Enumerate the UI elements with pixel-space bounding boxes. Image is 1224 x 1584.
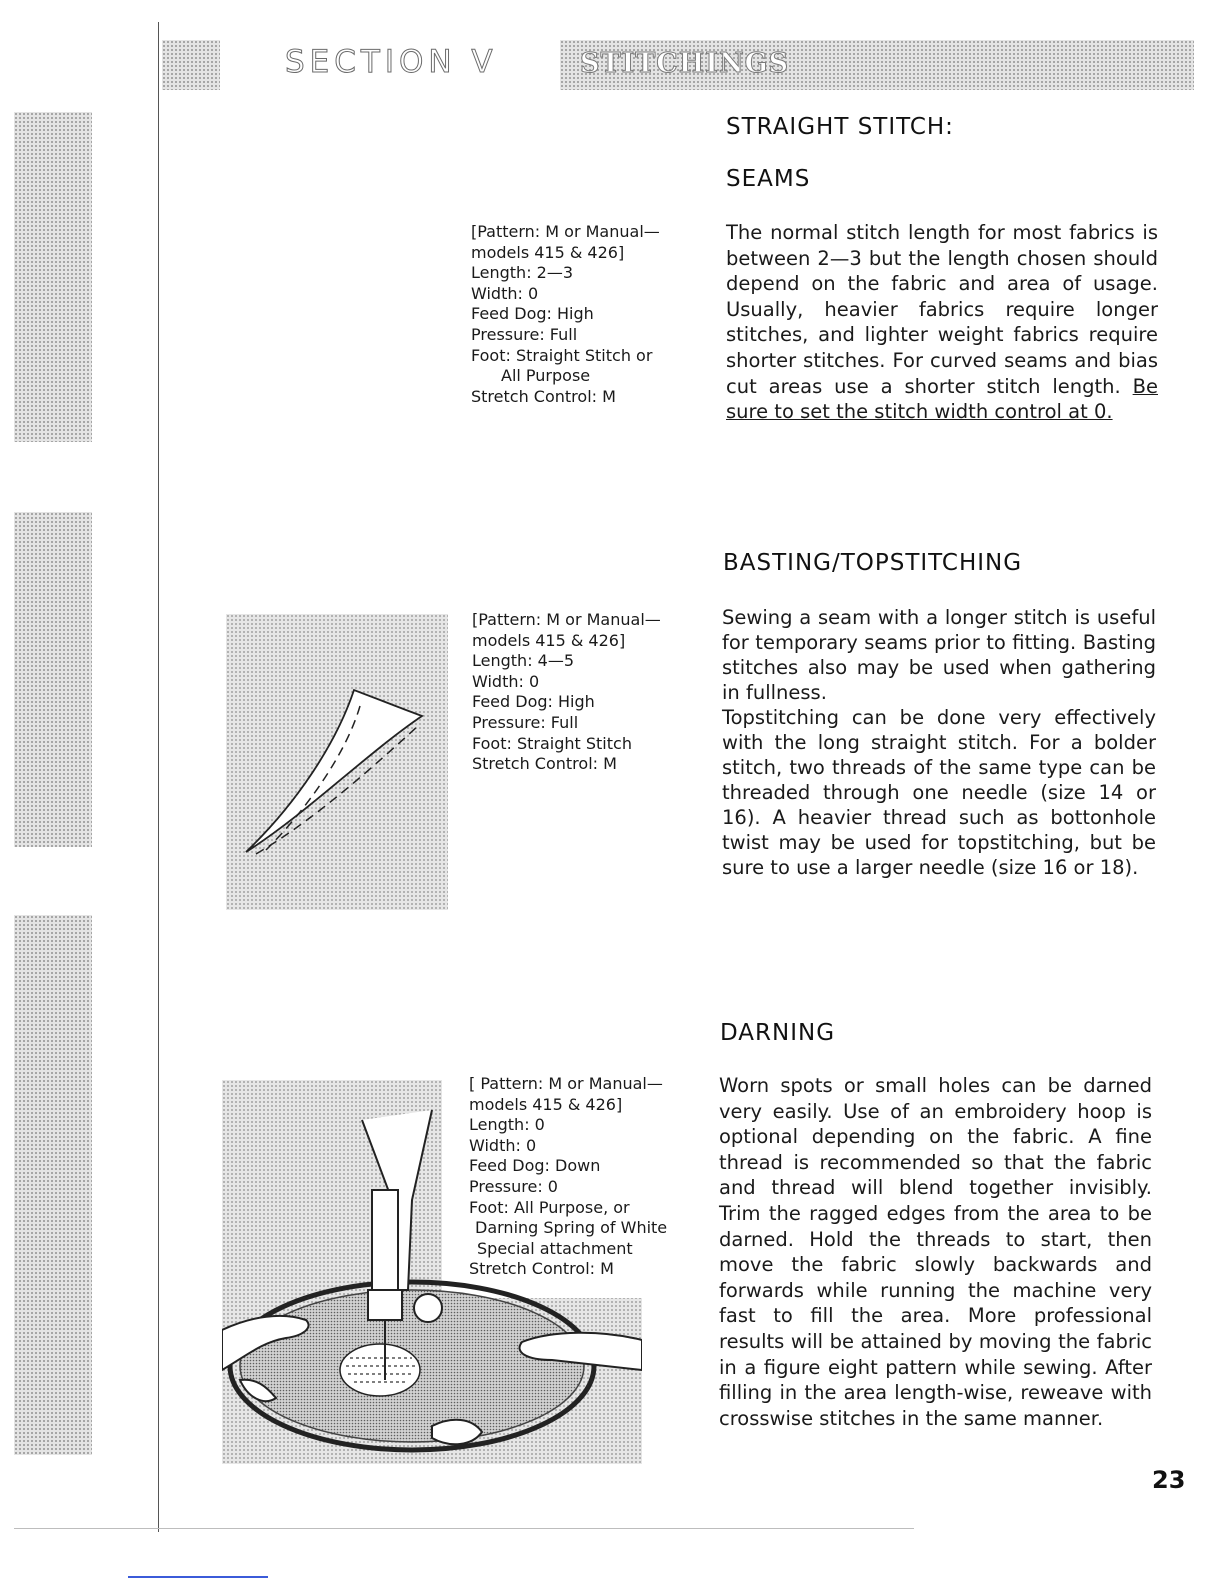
header-dotted-block	[162, 40, 220, 90]
setting-line: models 415 & 426]	[471, 242, 625, 262]
basting-settings	[472, 610, 661, 775]
setting-line: Length: 4—5	[472, 651, 575, 671]
binding-margin-line	[158, 22, 159, 1532]
setting-line: Width: 0	[471, 283, 539, 303]
setting-line: Stretch Control: M	[469, 1259, 614, 1279]
setting-line: Foot: All Purpose, or	[469, 1197, 630, 1217]
setting-line: [ Pattern: M or Manual—	[469, 1074, 663, 1093]
basting-heading: BASTING/TOPSTITCHING	[723, 550, 1023, 576]
setting-line: Pressure: Full	[471, 324, 578, 344]
bottom-scan-line	[14, 1528, 914, 1529]
setting-line: Length: 0	[469, 1115, 545, 1135]
setting-line: models 415 & 426]	[469, 1094, 623, 1114]
setting-line: Foot: Straight Stitch	[472, 733, 632, 753]
darning-body: Worn spots or small holes can be darned very easily. Use of an embroidery hoop is optional depending on the fabric. A fine thread is recommended so that the fabric and thread will blend together invisibly. Trim the ragged edges from the area to be darned. Hold the threads to start, then move the fabric slowly backwards and forwards while running the machine very fast to fill the area. More professional results will be attained by moving the fabric in a figure eight pattern while sewing. After filling in the area length-wise, reweave with crosswise stitches in the same manner.	[719, 1074, 1152, 1430]
section-label: SECTION V	[285, 44, 498, 80]
needle-clamp	[368, 1290, 402, 1320]
seams-heading: SEAMS	[726, 166, 811, 192]
setting-line: Width: 0	[472, 671, 540, 691]
basting-illustration	[226, 614, 448, 910]
bottom-blue-mark	[128, 1576, 268, 1578]
straight-stitch-body	[726, 220, 1158, 425]
straight-stitch-heading: STRAIGHT STITCH:	[726, 114, 954, 140]
topstitching-paragraph: Topstitching can be done very effectively with the long straight stitch. For a bolder stitch, two threads of the same type can be threaded through one needle (size 14 or 16). A heavier thread such as bottonhole twist may be used for topstitching, but be sure to use a larger needle (size 16 or 18).	[722, 706, 1156, 879]
setting-line: All Purpose	[501, 366, 591, 386]
setting-line: [Pattern: M or Manual—	[471, 222, 660, 241]
stitch-width-warning: Be sure to set the stitch width control at 0.	[726, 374, 1158, 424]
setting-line: Stretch Control: M	[471, 386, 616, 406]
straight-stitch-settings	[471, 222, 660, 407]
setting-line: Width: 0	[469, 1135, 537, 1155]
darning-heading: DARNING	[720, 1020, 836, 1046]
setting-line: Special attachment	[477, 1238, 633, 1258]
basting-paragraph: Sewing a seam with a longer stitch is useful for temporary seams prior to fitting. Basting stitches also may be used when gathering in fullness.	[722, 606, 1156, 704]
setting-line: [Pattern: M or Manual—	[472, 610, 661, 629]
setting-line: Pressure: Full	[472, 712, 579, 732]
setting-line: models 415 & 426]	[472, 630, 626, 650]
left-edge-strip-2	[14, 512, 92, 847]
setting-line: Feed Dog: Down	[469, 1156, 601, 1176]
setting-line: Length: 2—3	[471, 263, 574, 283]
setting-line: Foot: Straight Stitch or	[471, 345, 653, 365]
darned-area	[340, 1344, 420, 1396]
section-title: STITCHINGS	[580, 48, 790, 79]
left-edge-strip-3	[14, 915, 92, 1455]
needle-bar	[372, 1190, 398, 1300]
setting-line: Darning Spring of White	[475, 1218, 668, 1238]
straight-stitch-text: The normal stitch length for most fabrics is between 2—3 but the length chosen should depend on the fabric and area of usage. Usually, heavier fabrics require longer stitches, and lighter weight fabrics require shorter stitches. For curved seams and bias cut areas use a shorter stitch length.	[726, 221, 1158, 398]
page-number: 23	[1152, 1466, 1186, 1494]
thumb-screw	[414, 1294, 442, 1322]
setting-line: Stretch Control: M	[472, 754, 617, 774]
setting-line: Feed Dog: High	[471, 304, 594, 324]
basting-body	[722, 605, 1156, 880]
left-edge-strip-1	[14, 112, 92, 442]
setting-line: Feed Dog: High	[472, 692, 595, 712]
setting-line: Pressure: 0	[469, 1176, 558, 1196]
darning-settings	[469, 1074, 667, 1280]
